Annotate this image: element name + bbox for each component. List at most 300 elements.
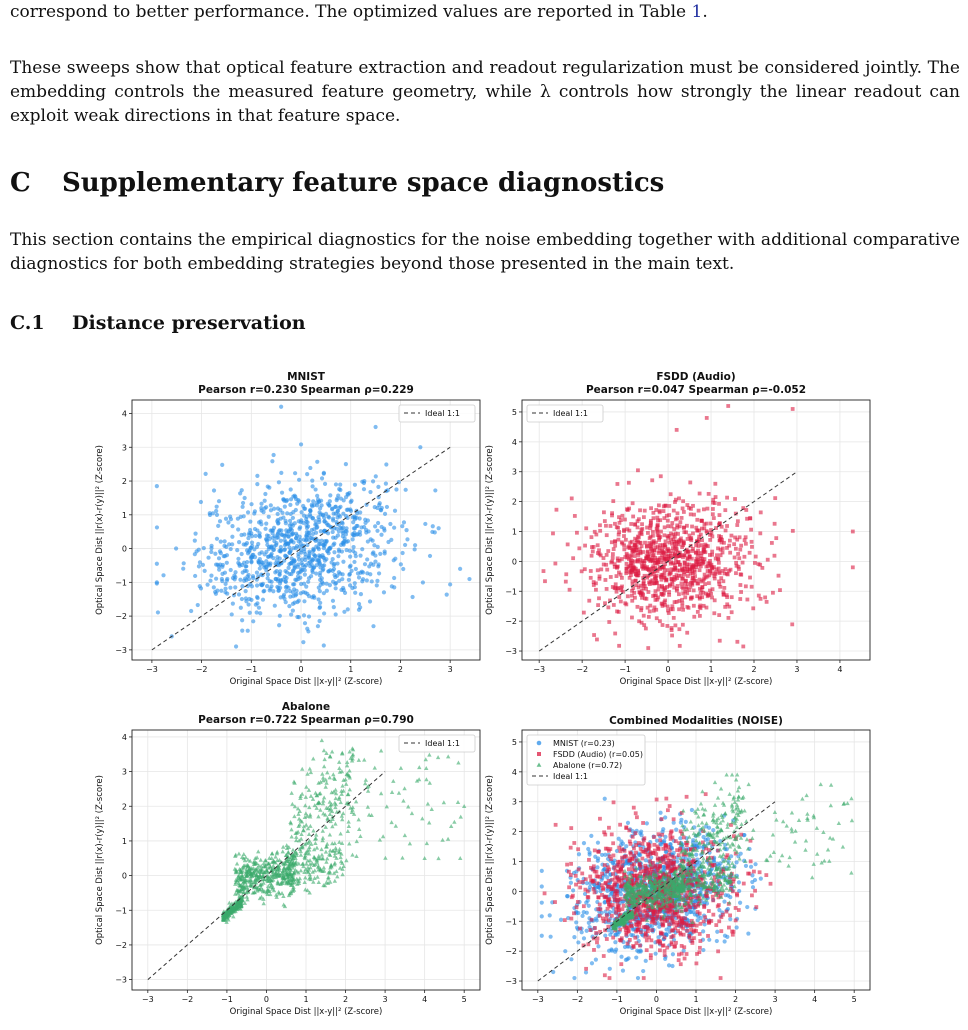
data-point-mnist <box>257 606 261 610</box>
data-point-fsdd <box>628 541 632 545</box>
data-point-fsdd <box>656 596 660 600</box>
data-point-mnist <box>621 969 625 973</box>
data-point-fsdd <box>649 523 653 527</box>
data-point-fsdd <box>686 550 690 554</box>
data-point-abalone <box>290 802 294 806</box>
data-point-mnist <box>276 589 280 593</box>
chart-legend <box>527 405 603 422</box>
data-point-abalone <box>337 760 341 764</box>
data-points <box>221 738 467 924</box>
data-point-fsdd <box>759 511 763 515</box>
data-point-fsdd <box>623 518 627 522</box>
data-point-mnist <box>401 567 405 571</box>
data-point-abalone <box>322 757 326 761</box>
data-point-fsdd <box>553 562 557 566</box>
data-point-fsdd <box>569 826 573 830</box>
data-point-mnist <box>582 841 586 845</box>
data-point-mnist <box>312 548 316 552</box>
data-point-abalone <box>321 829 325 833</box>
data-point-mnist <box>296 554 300 558</box>
data-point-fsdd <box>657 503 661 507</box>
data-point-fsdd <box>698 492 702 496</box>
data-point-mnist <box>204 472 208 476</box>
data-point-mnist <box>302 506 306 510</box>
data-point-mnist <box>279 539 283 543</box>
data-point-mnist <box>388 522 392 526</box>
data-point-mnist <box>283 505 287 509</box>
data-point-fsdd <box>719 929 723 933</box>
data-point-mnist <box>223 590 227 594</box>
data-point-mnist <box>325 589 329 593</box>
data-point-mnist <box>331 543 335 547</box>
data-point-fsdd <box>665 624 669 628</box>
data-point-fsdd <box>669 562 673 566</box>
data-point-abalone <box>281 845 285 849</box>
data-point-abalone <box>383 856 387 860</box>
data-point-abalone <box>394 824 398 828</box>
data-point-fsdd <box>611 872 615 876</box>
data-point-fsdd <box>674 839 678 843</box>
data-point-fsdd <box>613 522 617 526</box>
data-point-fsdd <box>676 511 680 515</box>
data-point-mnist <box>282 593 286 597</box>
data-point-mnist <box>383 512 387 516</box>
data-point-mnist <box>212 488 216 492</box>
data-point-mnist <box>331 580 335 584</box>
data-point-mnist <box>317 542 321 546</box>
data-point-fsdd <box>707 492 711 496</box>
x-tick-label: 1 <box>303 995 309 1004</box>
data-point-fsdd <box>616 482 620 486</box>
data-point-mnist <box>308 513 312 517</box>
data-point-mnist <box>256 559 260 563</box>
data-point-mnist <box>421 580 425 584</box>
data-point-fsdd <box>647 615 651 619</box>
x-axis-label: Original Space Dist ||x-y||² (Z-score) <box>229 1007 383 1017</box>
data-point-fsdd <box>680 577 684 581</box>
data-point-abalone <box>425 841 429 845</box>
data-point-fsdd <box>692 604 696 608</box>
data-point-mnist <box>220 579 224 583</box>
data-point-fsdd <box>702 549 706 553</box>
y-tick-label: 0 <box>121 544 127 554</box>
data-point-mnist <box>231 602 235 606</box>
data-point-mnist <box>348 572 352 576</box>
data-point-abalone <box>390 790 394 794</box>
data-point-abalone <box>303 875 307 879</box>
data-point-fsdd <box>638 508 642 512</box>
data-point-mnist <box>355 524 359 528</box>
data-point-mnist <box>645 821 649 825</box>
data-point-mnist <box>279 471 283 475</box>
data-point-fsdd <box>693 568 697 572</box>
data-point-abalone <box>400 856 404 860</box>
chart-combined <box>480 700 900 1030</box>
chart-title: FSDD (Audio) <box>656 371 736 383</box>
data-point-fsdd <box>640 857 644 861</box>
data-point-fsdd <box>685 503 689 507</box>
data-point-mnist <box>217 568 221 572</box>
data-point-fsdd <box>651 581 655 585</box>
data-point-mnist <box>283 547 287 551</box>
data-point-abalone <box>430 807 434 811</box>
data-point-fsdd <box>750 540 754 544</box>
data-point-mnist <box>330 507 334 511</box>
data-point-mnist <box>717 908 721 912</box>
data-point-mnist <box>221 563 225 567</box>
data-point-fsdd <box>551 532 555 536</box>
data-point-abalone <box>364 778 368 782</box>
data-point-fsdd <box>707 909 711 913</box>
data-point-fsdd <box>736 552 740 556</box>
data-point-fsdd <box>588 875 592 879</box>
data-point-mnist <box>306 580 310 584</box>
data-point-fsdd <box>626 942 630 946</box>
data-point-fsdd <box>685 587 689 591</box>
legend-label: Ideal 1:1 <box>425 409 460 418</box>
data-point-fsdd <box>593 926 597 930</box>
data-point-mnist <box>278 614 282 618</box>
x-tick-label: 1 <box>708 665 714 674</box>
data-point-fsdd <box>624 538 628 542</box>
data-point-mnist <box>255 545 259 549</box>
data-point-fsdd <box>671 928 675 932</box>
data-point-mnist <box>262 589 266 593</box>
data-point-mnist <box>315 460 319 464</box>
data-point-mnist <box>247 550 251 554</box>
data-point-fsdd <box>627 481 631 485</box>
data-point-fsdd <box>584 877 588 881</box>
x-tick-label: −2 <box>195 665 208 674</box>
data-point-mnist <box>203 569 207 573</box>
data-point-mnist <box>339 496 343 500</box>
data-point-fsdd <box>676 929 680 933</box>
data-point-mnist <box>376 485 380 489</box>
data-point-fsdd <box>730 610 734 614</box>
data-point-fsdd <box>699 519 703 523</box>
data-point-fsdd <box>625 527 629 531</box>
data-point-mnist <box>322 611 326 615</box>
data-point-fsdd <box>633 543 637 547</box>
x-tick-label: 2 <box>397 665 404 674</box>
data-point-fsdd <box>732 542 736 546</box>
data-point-mnist <box>401 551 405 555</box>
data-point-mnist <box>155 525 159 529</box>
data-point-mnist <box>294 589 298 593</box>
data-point-fsdd <box>685 591 689 595</box>
data-point-mnist <box>227 542 231 546</box>
data-point-fsdd <box>705 529 709 533</box>
data-point-fsdd <box>672 616 676 620</box>
data-point-mnist <box>315 494 319 498</box>
data-point-fsdd <box>713 577 717 581</box>
data-point-mnist <box>239 606 243 610</box>
data-point-mnist <box>218 519 222 523</box>
data-point-abalone <box>363 781 367 785</box>
data-point-mnist <box>197 564 201 568</box>
data-point-mnist <box>215 537 219 541</box>
data-point-fsdd <box>716 557 720 561</box>
data-point-mnist <box>237 540 241 544</box>
data-point-abalone <box>452 820 456 824</box>
data-point-abalone <box>347 824 351 828</box>
data-point-mnist <box>413 547 417 551</box>
data-point-fsdd <box>769 882 773 886</box>
data-point-fsdd <box>591 549 595 553</box>
data-point-mnist <box>346 607 350 611</box>
data-point-mnist <box>335 515 339 519</box>
data-point-fsdd <box>589 928 593 932</box>
data-point-fsdd <box>670 628 674 632</box>
data-point-fsdd <box>675 428 679 432</box>
legend-label: Ideal 1:1 <box>553 409 588 418</box>
data-point-fsdd <box>629 842 633 846</box>
data-point-mnist <box>737 880 741 884</box>
data-point-mnist <box>193 539 197 543</box>
data-point-mnist <box>370 579 374 583</box>
data-point-fsdd <box>642 614 646 618</box>
data-point-fsdd <box>689 596 693 600</box>
data-point-fsdd <box>568 588 572 592</box>
data-point-mnist <box>667 963 671 967</box>
data-point-fsdd <box>566 543 570 547</box>
data-point-fsdd <box>743 555 747 559</box>
data-point-mnist <box>352 560 356 564</box>
data-point-mnist <box>376 564 380 568</box>
data-point-mnist <box>322 643 326 647</box>
data-point-fsdd <box>622 529 626 533</box>
data-point-mnist <box>284 499 288 503</box>
data-point-mnist <box>613 940 617 944</box>
data-point-fsdd <box>661 604 665 608</box>
data-point-fsdd <box>602 919 606 923</box>
data-point-mnist <box>244 564 248 568</box>
data-point-fsdd <box>570 497 574 501</box>
data-point-mnist <box>431 524 435 528</box>
data-point-fsdd <box>656 523 660 527</box>
data-point-mnist <box>208 579 212 583</box>
data-point-fsdd <box>656 545 660 549</box>
data-point-mnist <box>214 577 218 581</box>
data-point-fsdd <box>678 563 682 567</box>
data-point-fsdd <box>708 553 712 557</box>
data-point-fsdd <box>680 545 684 549</box>
data-point-fsdd <box>708 538 712 542</box>
data-point-fsdd <box>700 595 704 599</box>
data-point-fsdd <box>702 904 706 908</box>
data-point-mnist <box>291 594 295 598</box>
data-point-fsdd <box>700 527 704 531</box>
data-point-abalone <box>301 861 305 865</box>
data-point-mnist <box>275 555 279 559</box>
chart-title: Abalone <box>281 701 331 713</box>
data-point-abalone <box>314 833 318 837</box>
data-point-fsdd <box>636 468 640 472</box>
data-point-mnist <box>307 614 311 618</box>
data-point-fsdd <box>575 905 579 909</box>
data-point-abalone <box>281 903 285 907</box>
data-point-mnist <box>371 624 375 628</box>
data-point-mnist <box>269 503 273 507</box>
data-point-mnist <box>353 591 357 595</box>
data-point-fsdd <box>702 560 706 564</box>
data-point-fsdd <box>667 504 671 508</box>
data-point-fsdd <box>647 935 651 939</box>
data-point-mnist <box>248 611 252 615</box>
data-point-abalone <box>307 805 311 809</box>
data-point-fsdd <box>636 519 640 523</box>
data-point-fsdd <box>698 614 702 618</box>
data-point-mnist <box>205 583 209 587</box>
data-point-abalone <box>337 847 341 851</box>
data-point-fsdd <box>663 953 667 957</box>
data-point-abalone <box>366 789 370 793</box>
data-point-fsdd <box>673 500 677 504</box>
data-point-fsdd <box>686 574 690 578</box>
data-point-mnist <box>212 585 216 589</box>
data-point-abalone <box>344 782 348 786</box>
data-point-fsdd <box>620 576 624 580</box>
data-point-mnist <box>282 534 286 538</box>
data-point-mnist <box>261 561 265 565</box>
data-point-fsdd <box>754 905 758 909</box>
chart-title: MNIST <box>287 371 325 383</box>
data-point-mnist <box>320 476 324 480</box>
data-point-fsdd <box>587 858 591 862</box>
data-point-fsdd <box>650 928 654 932</box>
y-axis-label: Optical Space Dist ||r(x)-r(y)||² (Z-score) <box>485 445 495 615</box>
data-point-abalone <box>311 829 315 833</box>
data-point-mnist <box>302 513 306 517</box>
data-point-fsdd <box>708 562 712 566</box>
data-point-fsdd <box>571 894 575 898</box>
data-point-abalone <box>296 806 300 810</box>
data-point-fsdd <box>589 569 593 573</box>
data-point-mnist <box>595 918 599 922</box>
data-point-fsdd <box>609 905 613 909</box>
data-point-abalone <box>334 796 338 800</box>
data-point-mnist <box>359 592 363 596</box>
chart-mnist <box>90 370 510 700</box>
data-point-mnist <box>297 539 301 543</box>
data-point-fsdd <box>691 576 695 580</box>
section-heading <box>10 168 664 198</box>
data-point-fsdd <box>737 908 741 912</box>
data-point-mnist <box>264 565 268 569</box>
data-point-mnist <box>378 501 382 505</box>
data-point-fsdd <box>640 528 644 532</box>
data-point-fsdd <box>611 556 615 560</box>
data-point-mnist <box>722 900 726 904</box>
data-point-fsdd <box>674 941 678 945</box>
data-point-mnist <box>258 566 262 570</box>
data-point-mnist <box>697 845 701 849</box>
data-point-mnist <box>233 577 237 581</box>
data-point-mnist <box>249 559 253 563</box>
data-point-mnist <box>263 552 267 556</box>
data-point-mnist <box>445 593 449 597</box>
data-point-mnist <box>372 543 376 547</box>
data-point-fsdd <box>655 798 659 802</box>
data-point-fsdd <box>749 528 753 532</box>
data-point-mnist <box>639 830 643 834</box>
data-point-mnist <box>220 463 224 467</box>
data-point-mnist <box>273 604 277 608</box>
data-point-fsdd <box>677 627 681 631</box>
data-point-abalone <box>307 832 311 836</box>
data-point-fsdd <box>637 619 641 623</box>
data-point-fsdd <box>646 646 650 650</box>
data-point-fsdd <box>621 860 625 864</box>
data-point-mnist <box>229 568 233 572</box>
data-point-fsdd <box>717 502 721 506</box>
data-point-fsdd <box>569 862 573 866</box>
data-point-mnist <box>334 612 338 616</box>
data-point-fsdd <box>657 832 661 836</box>
data-point-fsdd <box>632 806 636 810</box>
data-point-mnist <box>274 543 278 547</box>
data-point-fsdd <box>653 865 657 869</box>
data-point-mnist <box>569 957 573 961</box>
data-point-mnist <box>368 490 372 494</box>
data-point-abalone <box>358 834 362 838</box>
data-point-mnist <box>582 936 586 940</box>
data-point-fsdd <box>710 535 714 539</box>
data-point-mnist <box>380 525 384 529</box>
data-point-abalone <box>446 754 450 758</box>
data-point-mnist <box>256 596 260 600</box>
paragraph-section-intro: This section contains the empirical diagnostics for the noise embedding together with additional comparative diagnostics for both embedding strategies beyond those presented in the main text. <box>10 230 960 274</box>
subsection-heading <box>10 312 306 334</box>
data-point-mnist <box>735 925 739 929</box>
data-point-abalone <box>308 767 312 771</box>
data-point-fsdd <box>773 496 777 500</box>
x-tick-label: −2 <box>576 665 589 674</box>
y-tick-label: 1 <box>511 527 517 537</box>
data-point-fsdd <box>727 544 731 548</box>
data-point-mnist <box>243 569 247 573</box>
data-point-fsdd <box>726 404 730 408</box>
data-point-fsdd <box>742 882 746 886</box>
table-link[interactable]: 1 <box>691 2 703 22</box>
data-point-mnist <box>638 948 642 952</box>
data-point-abalone <box>300 767 304 771</box>
data-point-mnist <box>243 496 247 500</box>
data-point-fsdd <box>603 833 607 837</box>
data-point-fsdd <box>666 524 670 528</box>
data-point-mnist <box>263 527 267 531</box>
data-point-mnist <box>356 571 360 575</box>
data-point-abalone <box>346 829 350 833</box>
data-point-fsdd <box>631 515 635 519</box>
data-point-mnist <box>331 599 335 603</box>
data-point-abalone <box>420 816 424 820</box>
data-point-fsdd <box>593 849 597 853</box>
data-point-mnist <box>715 930 719 934</box>
data-point-fsdd <box>696 610 700 614</box>
data-point-fsdd <box>706 934 710 938</box>
data-point-mnist <box>211 511 215 515</box>
paragraph-sweeps: These sweeps show that optical feature extraction and readout regularization must be considered jointly. The embedding controls the measured feature geometry, while λ controls how strongly the linear readout can exploit weak directions in that feature space. <box>10 58 960 126</box>
data-point-fsdd <box>640 596 644 600</box>
data-point-mnist <box>574 920 578 924</box>
data-point-fsdd <box>753 889 757 893</box>
data-point-fsdd <box>625 562 629 566</box>
data-point-fsdd <box>688 481 692 485</box>
data-point-mnist <box>246 536 250 540</box>
data-point-fsdd <box>694 551 698 555</box>
data-point-fsdd <box>598 523 602 527</box>
